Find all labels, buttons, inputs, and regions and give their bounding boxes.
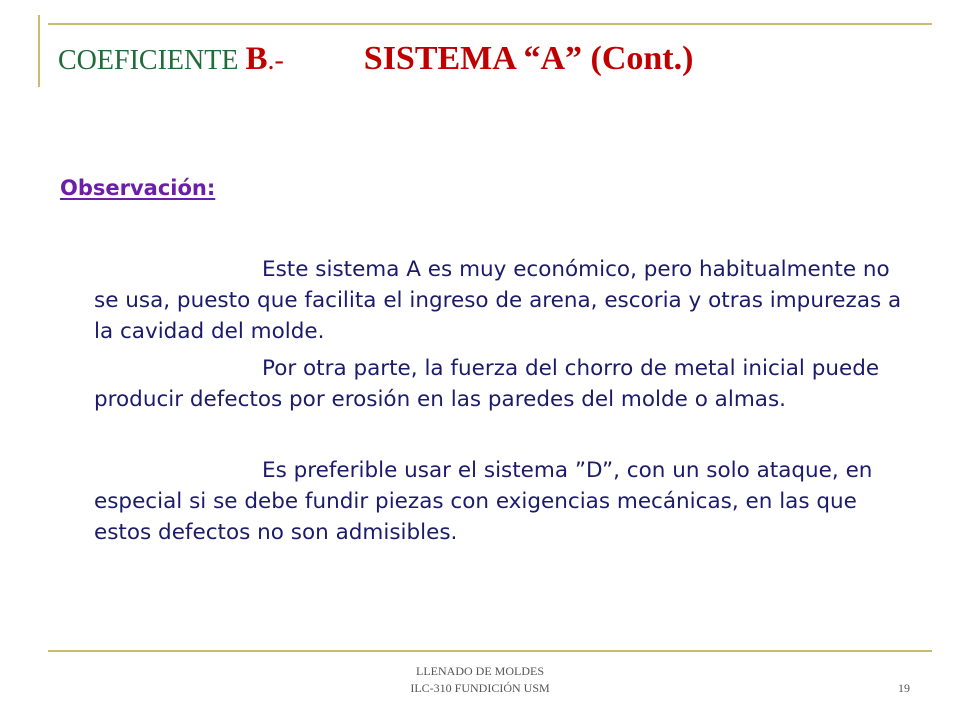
bottom-divider	[48, 650, 932, 652]
left-accent-bar	[38, 15, 40, 87]
footer-course-code: ILC-310 FUNDICIÓN USM	[410, 681, 550, 695]
paragraph-economic: Este sistema A es muy económico, pero habitualmente no se usa, puesto que facilita el ingreso de arena, escoria y otras impurezas a la cavidad del molde.	[94, 257, 902, 344]
title-sistema: SISTEMA “A” (Cont.)	[363, 40, 694, 77]
title-coeficiente: COEFICIENTE	[58, 45, 246, 76]
paragraph-erosion: Por otra parte, la fuerza del chorro de metal inicial puede producir defectos por erosión en las paredes del molde o almas.	[94, 356, 880, 412]
top-divider	[48, 23, 932, 25]
paragraph-system-d: Es preferible usar el sistema ”D”, con un solo ataque, en especial si se debe fundir piezas con exigencias mecánicas, en las que estos defectos no son admisibles.	[94, 458, 873, 545]
footer	[0, 663, 960, 697]
title-b: B	[245, 41, 268, 77]
slide-title	[58, 40, 693, 78]
page-number: 19	[898, 681, 910, 695]
observation-heading: Observación:	[60, 176, 216, 200]
footer-course-topic: LLENADO DE MOLDES	[416, 664, 544, 678]
title-separator: .-	[267, 45, 284, 76]
